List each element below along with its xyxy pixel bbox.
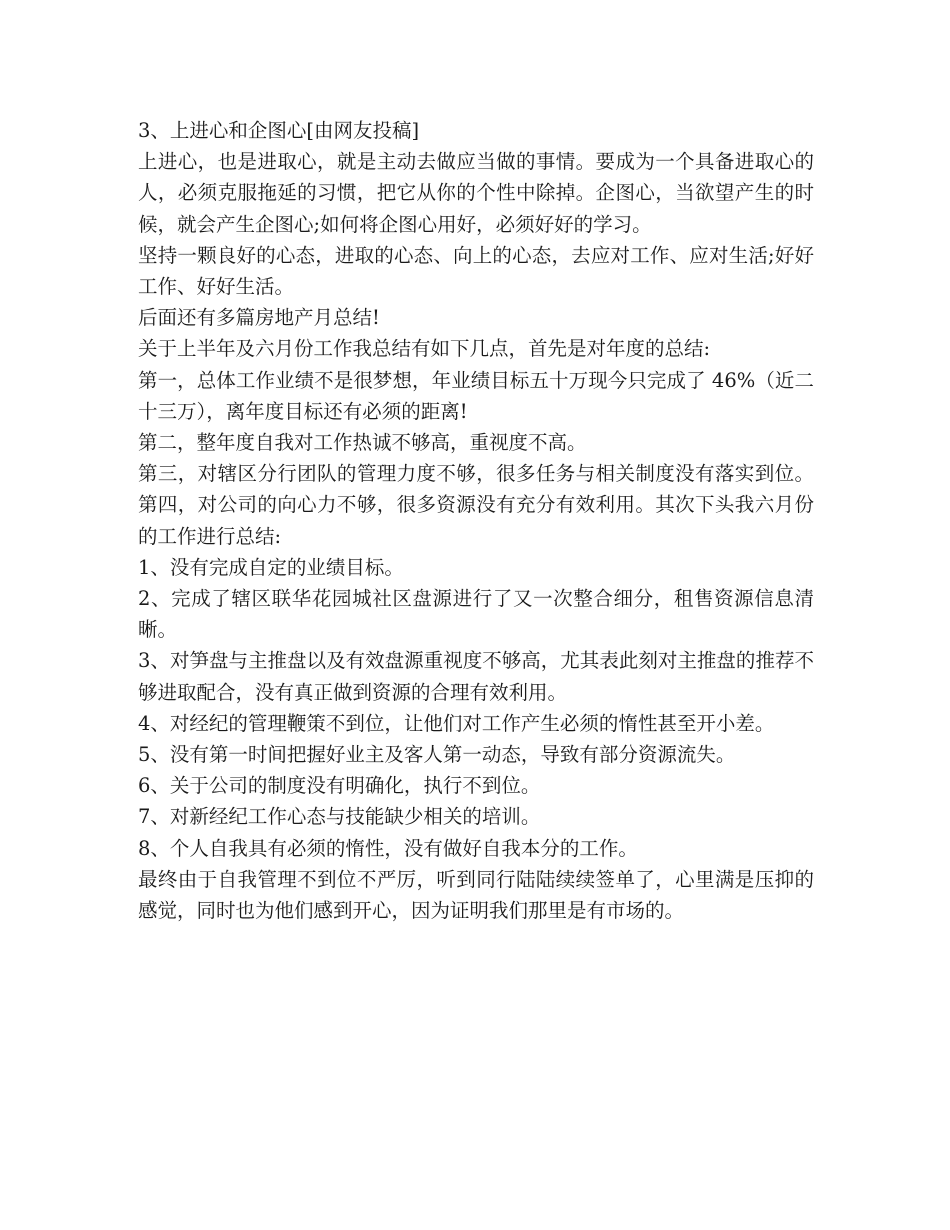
section-heading: 3、上进心和企图心[由网友投稿] [138, 119, 420, 142]
list-item: 3、对笋盘与主推盘以及有效盘源重视度不够高，尤其表此刻对主推盘的推荐不够进取配合，没有真正做到资源的合理有效利用。 [138, 649, 814, 704]
paragraph: 最终由于自我管理不到位不严厉，听到同行陆陆续续签单了，心里满是压抑的感觉，同时也为他们感到开心，因为证明我们那里是有市场的。 [138, 867, 814, 923]
list-item: 6、关于公司的制度没有明确化，执行不到位。 [138, 774, 541, 798]
list-item: 8、个人自我具有必须的惰性，没有做好自我本分的工作。 [138, 836, 638, 860]
list-item: 5、没有第一时间把握好业主及客人第一动态，导致有部分资源流失。 [138, 743, 736, 767]
paragraph: 第一，总体工作业绩不是很梦想，年业绩目标五十万现今只完成了 46%（近二十三万），离年度目标还有必须的距离! [138, 368, 814, 423]
paragraph: 坚持一颗良好的心态，进取的心态、向上的心态，去应对工作、应对生活;好好工作、好好生活。 [138, 243, 814, 299]
list-item: 1、没有完成自定的业绩目标。 [138, 555, 404, 579]
list-item: 2、完成了辖区联华花园城社区盘源进行了又一次整合细分，租售资源信息清晰。 [138, 587, 814, 642]
paragraph: 第三，对辖区分行团队的管理力度不够，很多任务与相关制度没有落实到位。第四，对公司的向心力不够，很多资源没有充分有效利用。其次下头我六月份的工作进行总结: [138, 462, 814, 548]
list-item: 7、对新经纪工作心态与技能缺少相关的培训。 [138, 805, 541, 829]
paragraph: 关于上半年及六月份工作我总结有如下几点，首先是对年度的总结: [138, 337, 711, 361]
list-item: 4、对经纪的管理鞭策不到位，让他们对工作产生必须的惰性甚至开小差。 [138, 711, 775, 735]
paragraph: 第二，整年度自我对工作热诚不够高，重视度不高。 [138, 431, 587, 455]
document-body [138, 115, 814, 926]
paragraph: 后面还有多篇房地产月总结! [138, 306, 380, 330]
paragraph: 上进心，也是进取心，就是主动去做应当做的事情。要成为一个具备进取心的人，必须克服拖延的习惯，把它从你的个性中除掉。企图心，当欲望产生的时候，就会产生企图心;如何将企图心用好，必须好好的学习。 [138, 150, 814, 236]
